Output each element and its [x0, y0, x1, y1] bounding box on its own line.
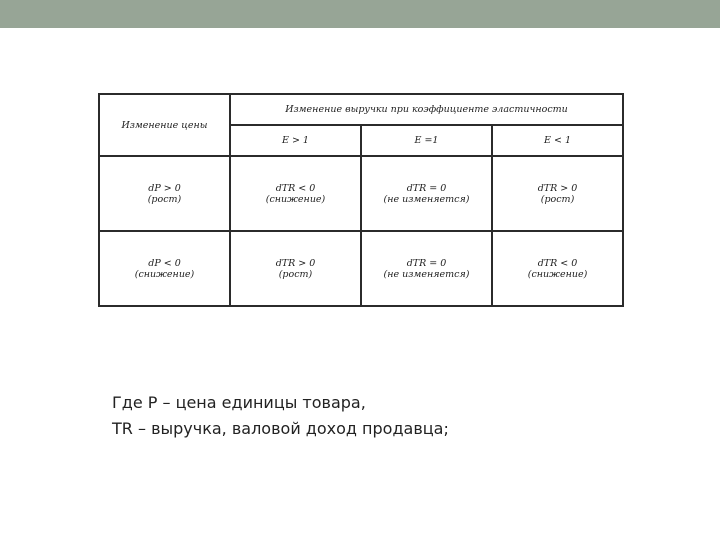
table-cell: [492, 231, 623, 306]
table-row: [99, 231, 623, 306]
elasticity-revenue-table: [98, 93, 624, 307]
header-price-change: Изменение цены: [99, 94, 230, 156]
cell-formula: dP < 0: [148, 257, 181, 269]
header-elasticity-lt1: E < 1: [492, 125, 623, 156]
table-cell: [99, 231, 230, 306]
table-cell: [230, 156, 361, 231]
cell-note: (снижение): [527, 268, 588, 280]
cell-formula: dTR < 0: [275, 182, 316, 194]
cell-note: (рост): [147, 193, 182, 205]
caption-line-revenue: TR – выручка, валовой доход продавца;: [112, 419, 449, 438]
table-header-row: [99, 94, 623, 125]
cell-formula: dTR = 0: [406, 257, 447, 269]
cell-formula: dTR < 0: [537, 257, 578, 269]
cell-note: (рост): [540, 193, 575, 205]
cell-formula: dTR > 0: [537, 182, 578, 194]
header-revenue-change: Изменение выручки при коэффициенте эластичности: [230, 94, 623, 125]
cell-formula: dTR > 0: [275, 257, 316, 269]
header-elasticity-eq1: E =1: [361, 125, 492, 156]
table-cell: [230, 231, 361, 306]
table-cell: [361, 156, 492, 231]
cell-formula: dTR = 0: [406, 182, 447, 194]
cell-note: (снижение): [134, 268, 195, 280]
caption-text: [112, 390, 449, 442]
cell-note: (рост): [278, 268, 313, 280]
cell-note: (не изменяется): [383, 268, 470, 280]
caption-line-price: Где P – цена единицы товара,: [112, 393, 366, 412]
cell-note: (снижение): [265, 193, 326, 205]
table-cell: [99, 156, 230, 231]
table-row: [99, 156, 623, 231]
top-decorative-band: [0, 0, 720, 28]
header-elasticity-gt1: E > 1: [230, 125, 361, 156]
table-cell: [492, 156, 623, 231]
table-cell: [361, 231, 492, 306]
cell-formula: dP > 0: [148, 182, 181, 194]
cell-note: (не изменяется): [383, 193, 470, 205]
